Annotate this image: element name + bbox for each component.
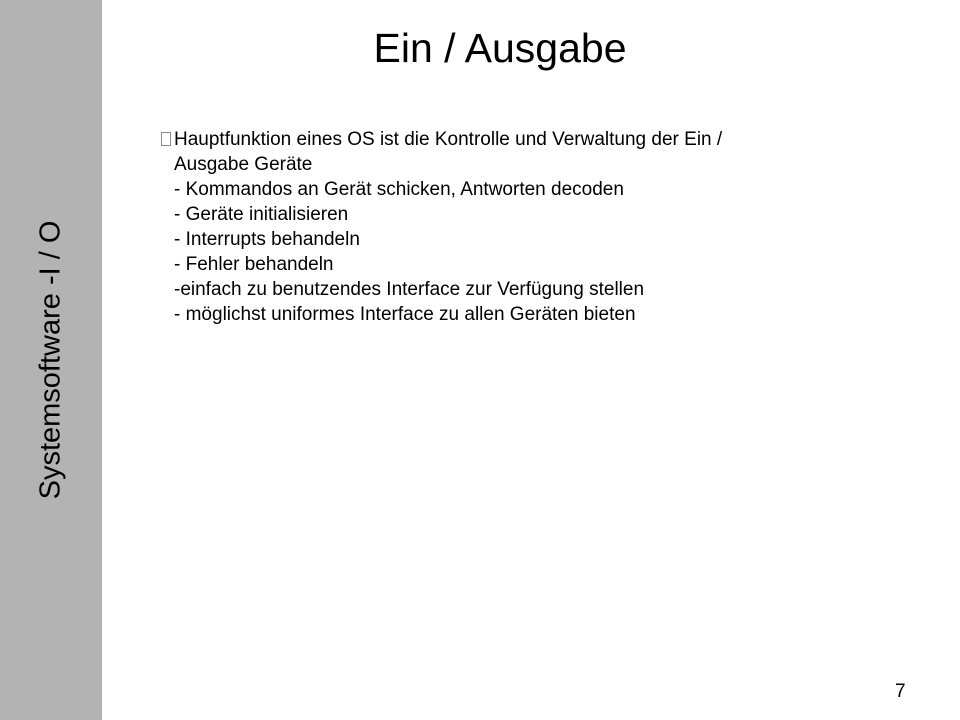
bullet-box-icon (161, 132, 171, 146)
content-line: - Interrupts behandeln (174, 229, 360, 250)
content-line: -einfach zu benutzendes Interface zur Verfügung stellen (174, 279, 645, 300)
slide-content (150, 127, 890, 327)
page-number: 7 (895, 681, 906, 702)
content-line: - Geräte initialisieren (174, 204, 349, 225)
slide-title: Ein / Ausgabe (373, 25, 627, 71)
bullet-text: Hauptfunktion eines OS ist die Kontrolle und Verwaltung der Ein / (174, 129, 723, 150)
content-line: Ausgabe Geräte (174, 154, 313, 175)
sidebar (0, 0, 102, 720)
sidebar-label: Systemsoftware -I / O (34, 220, 67, 500)
content-line: - Fehler behandeln (174, 254, 334, 275)
content-line: - möglichst uniformes Interface zu allen Geräten bieten (174, 304, 636, 325)
content-line: - Kommandos an Gerät schicken, Antworten decoden (174, 179, 624, 200)
bullet-item (150, 127, 890, 152)
